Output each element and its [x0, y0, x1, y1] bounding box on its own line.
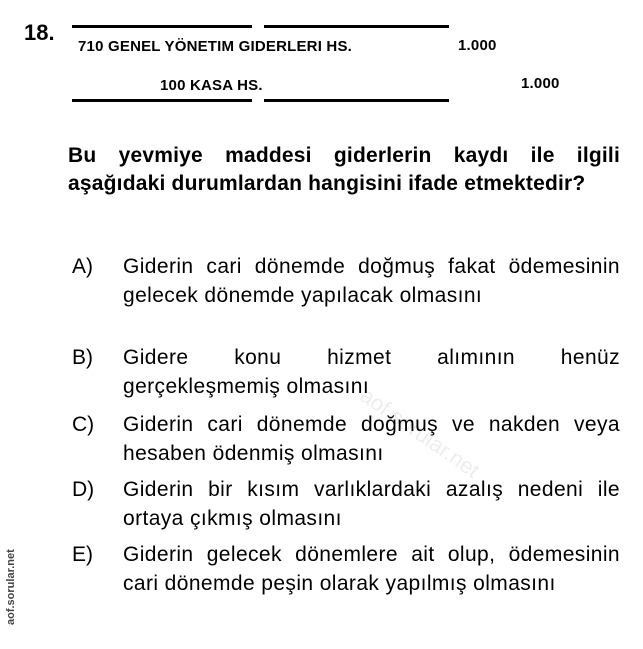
journal-bottom-line-left — [72, 99, 252, 102]
option-d[interactable] — [72, 475, 632, 533]
option-e-letter: E) — [72, 543, 93, 566]
question-number: 18. — [24, 20, 55, 45]
option-e[interactable] — [72, 540, 632, 627]
option-a-text: Giderin cari dönemde doğmuş fakat ödemesinin gelecek dönemde yapılacak olmasını — [123, 255, 620, 307]
journal-top-line-left — [72, 25, 252, 28]
side-watermark-text: aof.sorular.net — [5, 549, 17, 625]
journal-top-line-right — [264, 25, 449, 28]
option-b[interactable] — [72, 343, 632, 401]
option-e-text: Giderin gelecek dönemlere ait olup, ödemesinin cari dönemde peşin olarak yapılmış olmasını — [123, 543, 620, 595]
option-a-letter: A) — [72, 255, 93, 278]
credit-account: 100 KASA HS. — [160, 77, 263, 94]
option-c-letter: C) — [72, 413, 95, 436]
option-a[interactable] — [72, 252, 632, 339]
option-c[interactable] — [72, 410, 632, 468]
debit-amount: 1.000 — [458, 37, 497, 54]
option-b-letter: B) — [72, 346, 93, 369]
debit-account: 710 GENEL YÖNETIM GIDERLERI HS. — [78, 38, 353, 55]
question-text: Bu yevmiye maddesi giderlerin kaydı ile ilgili aşağıdaki durumlardan hangisini ifade etmektedir? — [68, 144, 620, 195]
credit-amount: 1.000 — [521, 75, 560, 92]
option-d-text: Giderin bir kısım varlıklardaki azalış nedeni ile ortaya çıkmış olmasını — [123, 478, 620, 530]
journal-bottom-line-right — [264, 99, 449, 102]
option-d-letter: D) — [72, 478, 95, 501]
option-b-text: Gidere konu hizmet alımının henüz gerçekleşmemiş olmasını — [123, 346, 620, 398]
option-c-text: Giderin cari dönemde doğmuş ve nakden veya hesaben ödenmiş olmasını — [123, 413, 620, 465]
diagonal-watermark: aof.sorular.net — [355, 382, 485, 483]
